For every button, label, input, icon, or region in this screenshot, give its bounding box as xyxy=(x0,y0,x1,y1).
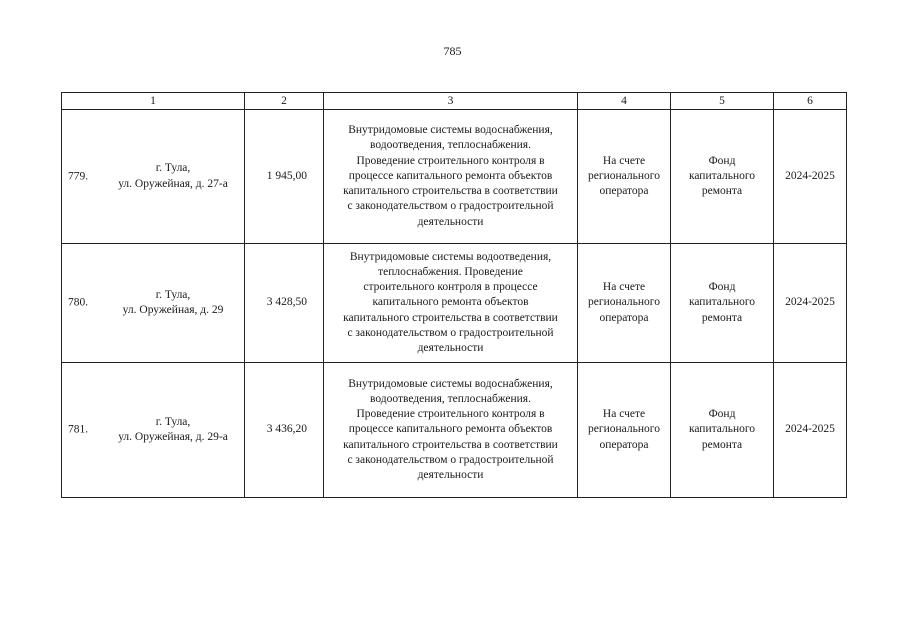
address-city: г. Тула, xyxy=(155,288,191,301)
table-row xyxy=(62,244,847,363)
fund-line: капитального xyxy=(688,423,756,436)
source-line: На счете xyxy=(602,154,646,167)
header-cell-3: 3 xyxy=(324,93,578,110)
address-cell xyxy=(62,110,245,244)
works-line: Внутридомовые системы водоснабжения, xyxy=(348,377,553,390)
source-line: регионального xyxy=(588,169,660,182)
works-line: теплоснабжения. Проведение xyxy=(378,265,523,278)
works-line: Внутридомовые системы водоотведения, xyxy=(349,250,552,263)
address-city: г. Тула, xyxy=(155,415,191,428)
source-cell xyxy=(578,244,671,363)
address-city: г. Тула, xyxy=(155,162,191,175)
fund-line: ремонта xyxy=(701,438,743,451)
address-street: ул. Оружейная, д. 29 xyxy=(122,304,224,316)
source-cell xyxy=(578,110,671,244)
works-line: деятельности xyxy=(417,342,484,354)
table-row xyxy=(62,363,847,498)
source-line: оператора xyxy=(599,438,649,451)
source-line: оператора xyxy=(599,311,649,324)
fund-line: ремонта xyxy=(701,185,743,198)
period-cell: 2024-2025 xyxy=(774,110,847,244)
works-cell xyxy=(324,363,578,498)
works-line: процессе капитального ремонта объектов xyxy=(348,169,553,182)
works-line: Проведение строительного контроля в xyxy=(356,154,545,167)
row-number: 781. xyxy=(68,423,89,436)
cost-cell: 3 428,50 xyxy=(245,244,324,363)
source-line: регионального xyxy=(588,423,660,436)
works-line: с законодательством о градостроительной xyxy=(347,326,554,339)
works-line: капитального строительства в соответствии xyxy=(343,311,558,324)
address-street: ул. Оружейная, д. 27-а xyxy=(118,177,228,190)
works-line: строительного контроля в процессе xyxy=(363,281,538,294)
cost-cell: 1 945,00 xyxy=(245,110,324,244)
works-line: с законодательством о градостроительной xyxy=(347,200,554,213)
works-line: капитального строительства в соответствии xyxy=(343,438,558,451)
works-line: водоотведения, теплоснабжения. xyxy=(370,392,531,405)
works-line: Внутридомовые системы водоснабжения, xyxy=(348,124,553,137)
source-line: оператора xyxy=(599,185,649,198)
header-cell-4: 4 xyxy=(578,93,671,110)
page-number: 785 xyxy=(443,44,462,58)
fund-line: капитального xyxy=(688,296,756,309)
period-cell: 2024-2025 xyxy=(774,244,847,363)
row-number: 780. xyxy=(68,296,89,309)
works-cell xyxy=(324,110,578,244)
header-cell-2: 2 xyxy=(245,93,324,110)
works-line: Проведение строительного контроля в xyxy=(356,408,545,421)
works-line: деятельности xyxy=(417,469,484,481)
fund-line: Фонд xyxy=(708,154,736,167)
works-line: водоотведения, теплоснабжения. xyxy=(370,139,531,152)
cost-cell: 3 436,20 xyxy=(245,363,324,498)
header-row xyxy=(62,93,847,110)
source-line: регионального xyxy=(588,296,660,309)
header-cell-1: 1 xyxy=(62,93,245,110)
address-street: ул. Оружейная, д. 29-а xyxy=(118,431,228,443)
source-cell xyxy=(578,363,671,498)
works-line: деятельности xyxy=(417,215,484,228)
repair-table xyxy=(61,92,847,498)
fund-line: Фонд xyxy=(708,408,736,421)
source-line: На счете xyxy=(602,281,646,294)
address-cell xyxy=(62,363,245,498)
works-line: с законодательством о градостроительной xyxy=(347,453,554,466)
row-number: 779. xyxy=(68,169,89,182)
fund-line: Фонд xyxy=(708,281,736,294)
fund-cell xyxy=(671,363,774,498)
source-line: На счете xyxy=(602,408,646,421)
works-line: процессе капитального ремонта объектов xyxy=(348,423,553,436)
works-line: капитального ремонта объектов xyxy=(372,296,529,309)
fund-line: ремонта xyxy=(701,311,743,324)
period-cell: 2024-2025 xyxy=(774,363,847,498)
works-cell xyxy=(324,244,578,363)
table-row xyxy=(62,110,847,244)
works-line: капитального строительства в соответствии xyxy=(343,185,558,198)
header-cell-6: 6 xyxy=(774,93,847,110)
fund-cell xyxy=(671,244,774,363)
fund-line: капитального xyxy=(688,169,756,182)
header-cell-5: 5 xyxy=(671,93,774,110)
fund-cell xyxy=(671,110,774,244)
address-cell xyxy=(62,244,245,363)
